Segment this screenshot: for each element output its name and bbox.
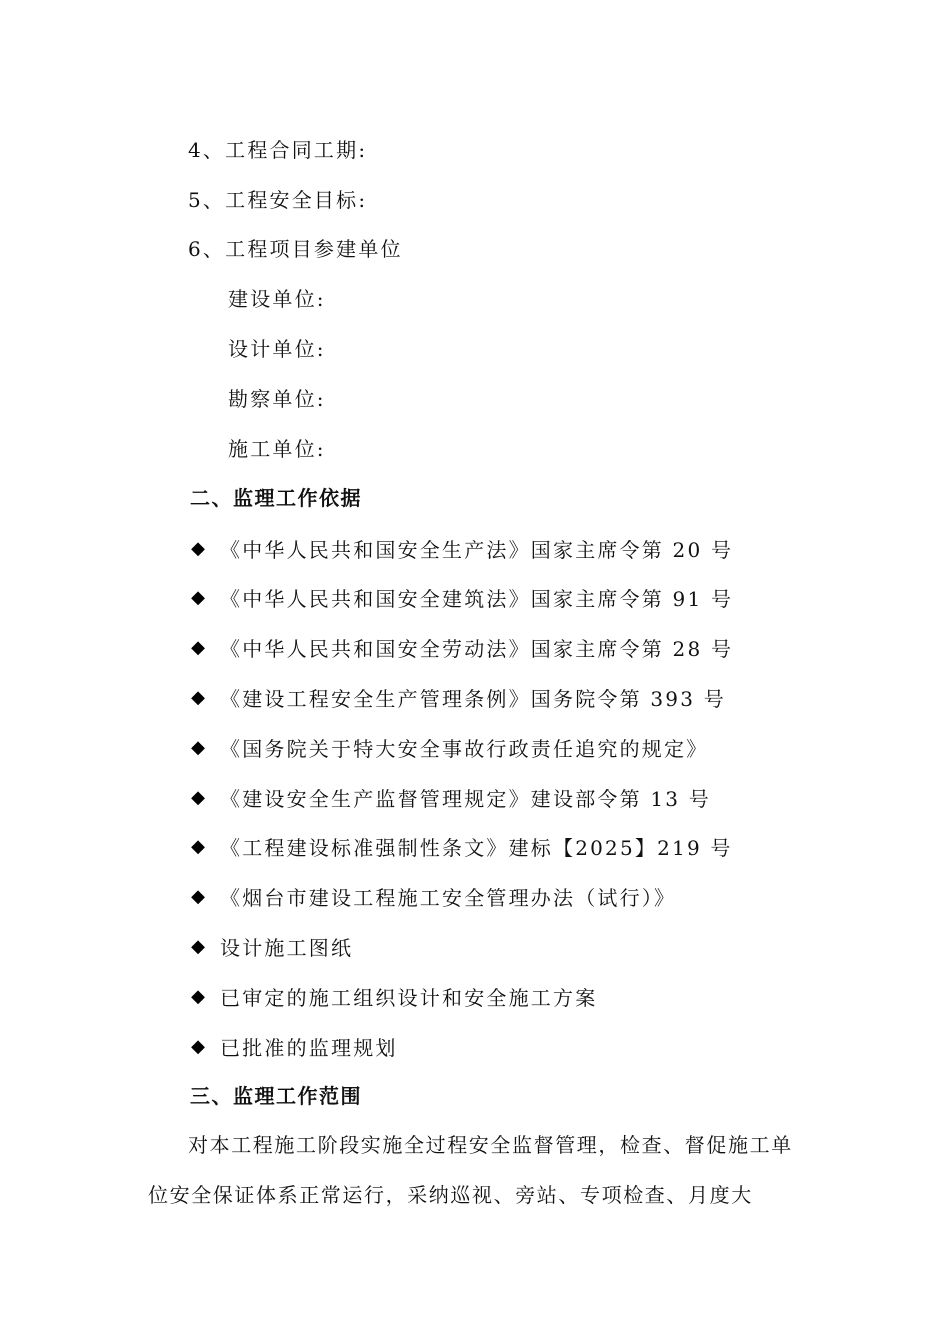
list-item-text: 《国务院关于特大安全事故行政责任追究的规定》: [220, 736, 709, 761]
section3-heading: 三、监理工作范围: [190, 1084, 362, 1108]
diamond-bullet-icon: ◆: [191, 736, 205, 758]
list-item: [188, 632, 733, 662]
list-item: [188, 1031, 398, 1061]
diamond-bullet-icon: ◆: [191, 686, 205, 708]
list-item-text: 已批准的监理规划: [220, 1035, 398, 1060]
list-item-text: 已审定的施工组织设计和安全施工方案: [220, 985, 598, 1010]
diamond-bullet-icon: ◆: [191, 636, 205, 658]
diamond-bullet-icon: ◆: [191, 985, 205, 1007]
list-item-text: 《中华人民共和国安全劳动法》国家主席令第 28 号: [220, 636, 734, 661]
list-item: [188, 981, 597, 1011]
diamond-bullet-icon: ◆: [191, 1035, 205, 1057]
list-item: [188, 931, 353, 961]
safety-target-item: 5、工程安全目标:: [188, 188, 368, 212]
list-item-text: 设计施工图纸: [220, 935, 354, 960]
participating-units-item: 6、工程项目参建单位: [188, 237, 403, 261]
diamond-bullet-icon: ◆: [191, 885, 205, 907]
list-item: [188, 533, 733, 563]
list-item-text: 《中华人民共和国安全生产法》国家主席令第 20 号: [220, 537, 734, 562]
diamond-bullet-icon: ◆: [191, 935, 205, 957]
diamond-bullet-icon: ◆: [191, 537, 205, 559]
contract-period-item: 4、工程合同工期:: [188, 138, 368, 162]
contractor-unit: 施工单位:: [228, 437, 326, 461]
list-item: [188, 582, 733, 612]
list-item: [188, 881, 676, 911]
diamond-bullet-icon: ◆: [191, 835, 205, 857]
list-item-text: 《中华人民共和国安全建筑法》国家主席令第 91 号: [220, 586, 734, 611]
list-item-text: 《烟台市建设工程施工安全管理办法（试行）》: [220, 885, 677, 910]
list-item: [188, 682, 726, 712]
list-item: [188, 782, 711, 812]
diamond-bullet-icon: ◆: [191, 786, 205, 808]
list-item-text: 《工程建设标准强制性条文》建标【2025】219 号: [220, 835, 733, 860]
design-unit: 设计单位:: [228, 337, 326, 361]
section3-paragraph: 对本工程施工阶段实施全过程安全监督管理，检查、督促施工单位安全保证体系正常运行，采纳巡视、旁站、专项检查、月度大: [148, 1133, 793, 1207]
survey-unit: 勘察单位:: [228, 387, 326, 411]
section2-heading: 二、监理工作依据: [190, 486, 362, 510]
construction-owner-unit: 建设单位:: [228, 287, 326, 311]
list-item-text: 《建设安全生产监督管理规定》建设部令第 13 号: [220, 786, 711, 811]
list-item-text: 《建设工程安全生产管理条例》国务院令第 393 号: [220, 686, 726, 711]
list-item: [188, 831, 733, 861]
diamond-bullet-icon: ◆: [191, 586, 205, 608]
list-item: [188, 732, 708, 762]
